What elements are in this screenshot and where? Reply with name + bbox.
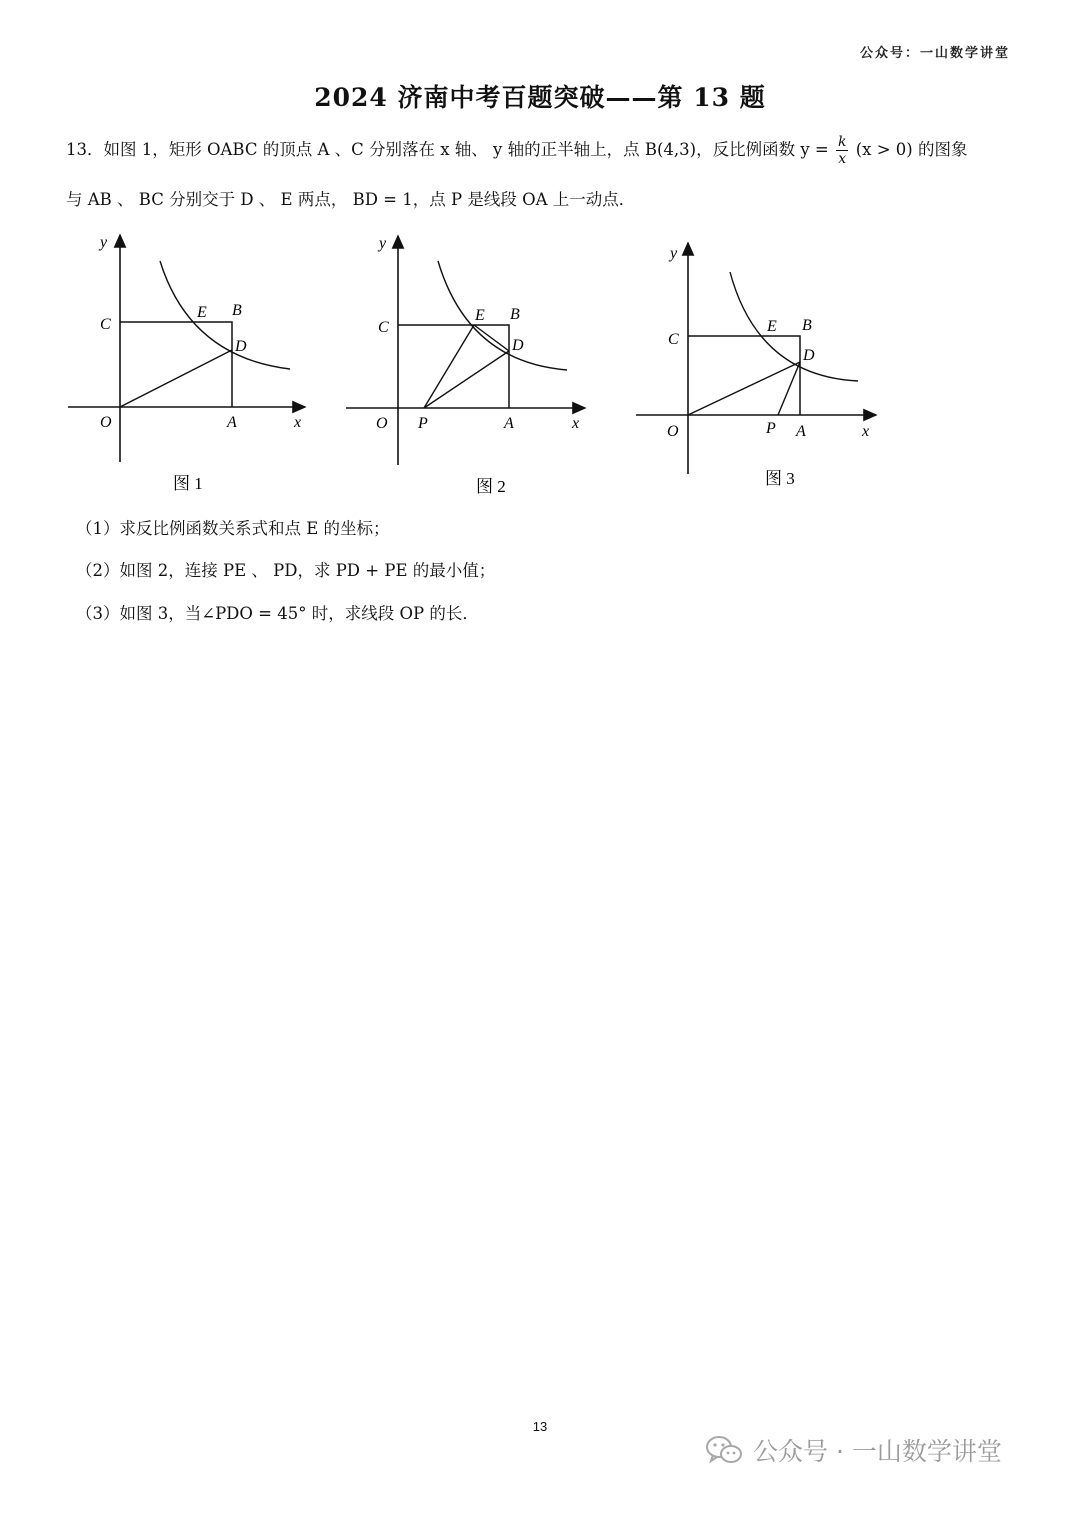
segment-PD	[424, 351, 509, 408]
problem-text-1a: 13．如图 1，矩形 OABC 的顶点 A 、C 分别落在 x 轴、 y 轴的正半轴上，点 B(4,3)，反比例函数 y =	[66, 140, 829, 160]
figure-caption: 图 2	[476, 477, 506, 496]
fraction-denominator: x	[838, 151, 847, 168]
figures-area	[0, 222, 1080, 512]
label-O: O	[100, 414, 112, 431]
fraction-numerator: k	[837, 134, 847, 150]
header-account: 公众号：一山数学讲堂	[859, 46, 1010, 61]
label-P: P	[766, 420, 776, 437]
label-O: O	[667, 423, 679, 440]
label-C: C	[378, 319, 389, 336]
watermark	[705, 1432, 1002, 1468]
label-C: C	[100, 316, 111, 333]
question-1: （1）求反比例函数关系式和点 E 的坐标；	[76, 519, 390, 538]
rectangle-OABC	[120, 322, 232, 407]
segment-OD	[688, 362, 800, 415]
label-y: y	[670, 245, 678, 262]
figure-1	[60, 227, 320, 497]
label-B: B	[802, 317, 812, 334]
label-y: y	[379, 235, 387, 252]
label-E: E	[475, 307, 485, 324]
segment-ED	[474, 325, 509, 351]
problem-text-1b: (x > 0) 的图象	[855, 140, 968, 160]
label-C: C	[668, 331, 679, 348]
figure-caption: 图 1	[173, 474, 203, 493]
page-number: 13	[532, 1419, 548, 1434]
label-D: D	[235, 338, 247, 355]
segment-PD	[778, 362, 800, 415]
label-E: E	[197, 304, 207, 321]
label-x: x	[294, 414, 302, 431]
figure-2	[340, 230, 600, 500]
segment-OD	[120, 350, 232, 407]
label-B: B	[232, 302, 242, 319]
rectangle-OABC	[398, 325, 509, 408]
figure-3	[630, 238, 890, 498]
label-B: B	[510, 306, 520, 323]
label-D: D	[512, 337, 524, 354]
problem-line-1	[66, 134, 1026, 167]
question-3: （3）如图 3，当∠PDO = 45° 时，求线段 OP 的长．	[76, 604, 479, 623]
segment-PE	[424, 325, 474, 408]
question-2: （2）如图 2，连接 PE 、 PD，求 PD + PE 的最小值；	[76, 561, 496, 580]
label-A: A	[504, 415, 514, 432]
problem-line-2: 与 AB 、 BC 分别交于 D 、 E 两点， BD = 1，点 P 是线段 OA 上一动点．	[66, 190, 636, 209]
label-D: D	[803, 347, 815, 364]
label-y: y	[100, 234, 108, 251]
label-P: P	[418, 415, 428, 432]
label-E: E	[767, 318, 777, 335]
figure-caption: 图 3	[765, 469, 795, 488]
label-x: x	[572, 415, 580, 432]
fraction-k-over-x	[836, 134, 848, 167]
label-x: x	[862, 423, 870, 440]
label-A: A	[227, 414, 237, 431]
page-title: 2024 济南中考百题突破——第 13 题	[314, 83, 766, 112]
label-A: A	[796, 423, 806, 440]
label-O: O	[376, 415, 388, 432]
watermark-text: 公众号 · 一山数学讲堂	[753, 1437, 1002, 1466]
wechat-icon	[705, 1434, 743, 1466]
